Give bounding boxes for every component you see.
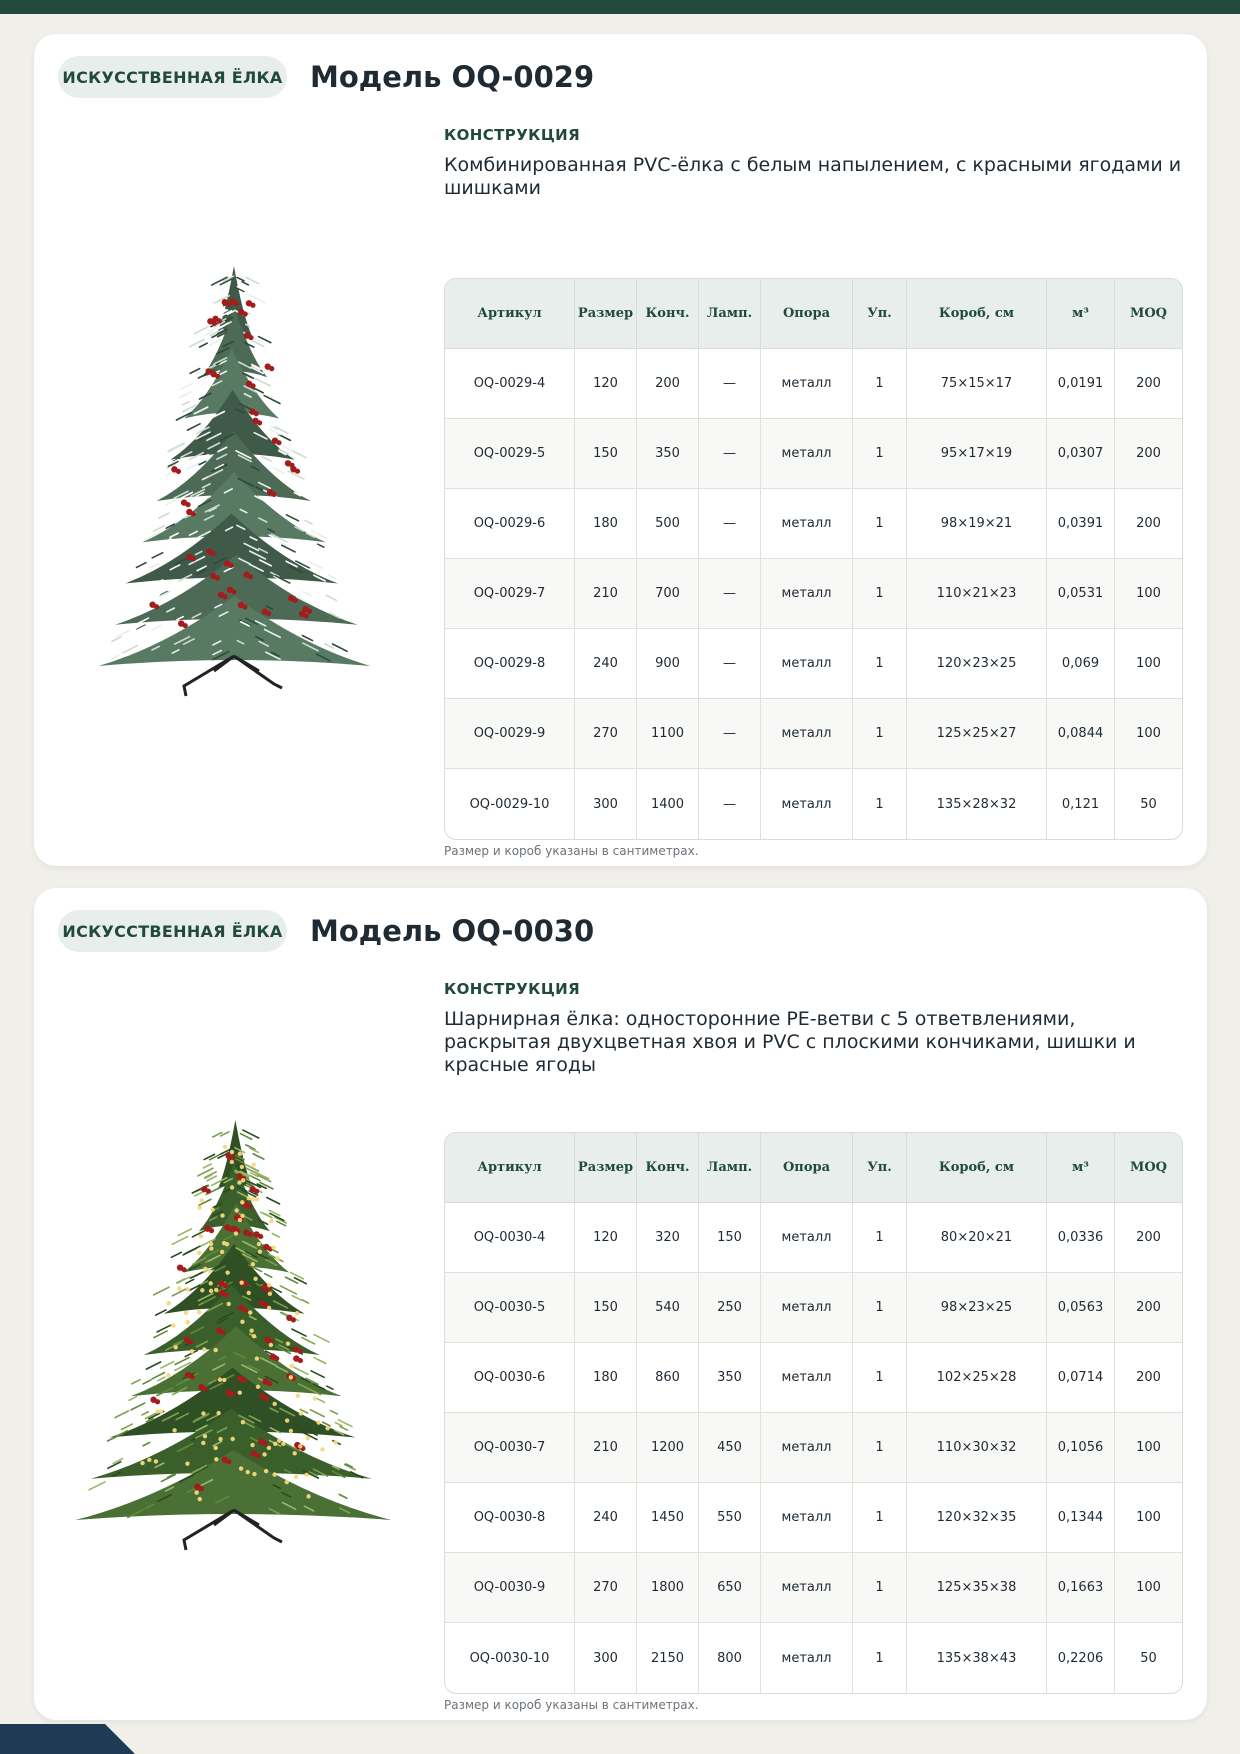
- product-card-oq-0030: [34, 888, 1207, 1720]
- table-cell: —: [699, 699, 761, 769]
- table-cell: OQ-0030-9: [445, 1553, 575, 1623]
- table-cell: 0,0391: [1047, 489, 1115, 559]
- table-cell: OQ-0029-9: [445, 699, 575, 769]
- tree-foliage: [99, 266, 371, 666]
- table-cell: 0,0307: [1047, 419, 1115, 489]
- table-cell: OQ-0030-4: [445, 1203, 575, 1273]
- model-title: Модель OQ-0030: [310, 914, 595, 948]
- col-header-tips: Конч.: [637, 279, 699, 349]
- table-footnote: Размер и короб указаны в сантиметрах.: [444, 844, 699, 858]
- table-cell: 0,1344: [1047, 1483, 1115, 1553]
- table-cell: 1: [853, 419, 907, 489]
- table-cell: металл: [761, 1623, 853, 1693]
- table-cell: 1: [853, 349, 907, 419]
- table-cell: металл: [761, 419, 853, 489]
- table-cell: 110×30×32: [907, 1413, 1047, 1483]
- table-cell: 0,069: [1047, 629, 1115, 699]
- table-cell: 1: [853, 629, 907, 699]
- table-cell: 1: [853, 1203, 907, 1273]
- table-cell: 300: [575, 1623, 637, 1693]
- table-row: [445, 1483, 1182, 1553]
- col-header-volume: м³: [1047, 1133, 1115, 1203]
- table-row: [445, 559, 1182, 629]
- table-cell: 0,0336: [1047, 1203, 1115, 1273]
- table-cell: 210: [575, 559, 637, 629]
- spec-table: [444, 278, 1183, 840]
- table-cell: 1450: [637, 1483, 699, 1553]
- table-cell: 50: [1140, 796, 1157, 812]
- tree-stand: [184, 656, 282, 696]
- table-row: [445, 1553, 1182, 1623]
- table-cell: 200: [1115, 1203, 1182, 1273]
- table-cell: металл: [761, 349, 853, 419]
- table-cell: металл: [761, 1413, 853, 1483]
- table-cell: 135×38×43: [907, 1623, 1047, 1693]
- table-cell: 550: [699, 1483, 761, 1553]
- table-body: [445, 1203, 1182, 1693]
- construction-description: Шарнирная ёлка: односторонние PE-ветви с 5 ответвлениями, раскрытая двухцветная хвоя и PVC с плоскими кончиками, шишки и красные ягоды: [444, 1008, 1136, 1076]
- table-cell: 110×21×23: [907, 559, 1047, 629]
- table-cell: 200: [1115, 1273, 1182, 1343]
- table-cell: металл: [761, 489, 853, 559]
- col-header-size: Размер: [575, 279, 637, 349]
- table-cell: 0,0191: [1047, 349, 1115, 419]
- table-cell: 540: [637, 1273, 699, 1343]
- table-cell: 100: [1115, 699, 1182, 769]
- table-cell: 150: [575, 419, 637, 489]
- table-row: [445, 419, 1182, 489]
- table-cell: 120×32×35: [907, 1483, 1047, 1553]
- table-cell: 100: [1115, 559, 1182, 629]
- table-cell: 1: [853, 559, 907, 629]
- table-cell: OQ-0030-6: [445, 1343, 575, 1413]
- table-cell: OQ-0029-7: [445, 559, 575, 629]
- table-cell: 2150: [637, 1623, 699, 1693]
- table-cell: 1: [853, 1553, 907, 1623]
- table-cell: 1: [853, 769, 907, 839]
- table-cell: металл: [761, 1203, 853, 1273]
- table-cell: 100: [1115, 629, 1182, 699]
- table-header-row: [445, 1133, 1182, 1203]
- table-cell: 240: [575, 629, 637, 699]
- table-cell: 350: [637, 419, 699, 489]
- table-cell: OQ-0030-10: [445, 1623, 575, 1693]
- col-header-box: Короб, см: [907, 279, 1047, 349]
- table-cell: 1200: [637, 1413, 699, 1483]
- table-cell: 800: [699, 1623, 761, 1693]
- table-cell: OQ-0029-10: [445, 769, 575, 839]
- table-cell: OQ-0030-5: [445, 1273, 575, 1343]
- col-header-tips: Конч.: [637, 1133, 699, 1203]
- col-header-pack: Уп.: [853, 1133, 907, 1203]
- table-row: [445, 1203, 1182, 1273]
- table-cell: 0,0714: [1047, 1343, 1115, 1413]
- table-cell: —: [699, 419, 761, 489]
- table-cell: 0,0563: [1047, 1273, 1115, 1343]
- table-cell: 200: [1115, 489, 1182, 559]
- table-cell: 0,0531: [1047, 559, 1115, 629]
- table-cell: 270: [575, 1553, 637, 1623]
- product-card-oq-0029: [34, 34, 1207, 866]
- table-row: [445, 769, 1182, 839]
- table-row: [445, 1413, 1182, 1483]
- table-cell: металл: [761, 1553, 853, 1623]
- table-cell: 180: [575, 1343, 637, 1413]
- green-pine-tree-with-lights-and-berries-icon: [74, 1110, 394, 1570]
- table-cell: 1100: [637, 699, 699, 769]
- table-cell: 200: [1115, 419, 1182, 489]
- table-cell: 50: [1140, 1650, 1157, 1666]
- table-cell: 100: [1115, 1553, 1182, 1623]
- table-cell: OQ-0029-5: [445, 419, 575, 489]
- table-cell: 80×20×21: [907, 1203, 1047, 1273]
- col-header-size: Размер: [575, 1133, 637, 1203]
- table-row: [445, 1273, 1182, 1343]
- table-cell: 100: [1115, 1413, 1182, 1483]
- table-cell: 135×28×32: [907, 769, 1047, 839]
- table-cell: OQ-0029-6: [445, 489, 575, 559]
- col-header-volume: м³: [1047, 279, 1115, 349]
- table-cell: 650: [699, 1553, 761, 1623]
- table-cell: 125×35×38: [907, 1553, 1047, 1623]
- table-row: [445, 349, 1182, 419]
- table-cell: 1: [853, 489, 907, 559]
- table-header-row: [445, 279, 1182, 349]
- col-header-stand: Опора: [761, 1133, 853, 1203]
- table-cell: 250: [699, 1273, 761, 1343]
- col-header-lamps: Ламп.: [699, 279, 761, 349]
- table-cell: —: [699, 349, 761, 419]
- construction-description: Комбинированная PVC-ёлка с белым напылением, с красными ягодами и шишками: [444, 154, 1182, 199]
- table-cell: 1800: [637, 1553, 699, 1623]
- table-cell: 300: [575, 769, 637, 839]
- table-cell: 120: [575, 1203, 637, 1273]
- table-cell: металл: [761, 769, 853, 839]
- top-accent-bar: [0, 0, 1240, 14]
- table-cell: металл: [761, 629, 853, 699]
- table-cell: 200: [1115, 349, 1182, 419]
- col-header-moq: MOQ: [1115, 1133, 1182, 1203]
- category-badge: ИСКУССТВЕННАЯ ЁЛКА: [58, 910, 287, 952]
- col-header-pack: Уп.: [853, 279, 907, 349]
- table-cell: 1: [853, 1483, 907, 1553]
- table-cell: 0,1663: [1047, 1553, 1115, 1623]
- table-cell: 500: [637, 489, 699, 559]
- table-cell: OQ-0030-8: [445, 1483, 575, 1553]
- table-row: [445, 489, 1182, 559]
- tree-foliage: [75, 1120, 391, 1520]
- table-cell: 75×15×17: [907, 349, 1047, 419]
- table-cell: —: [699, 629, 761, 699]
- table-cell: —: [699, 769, 761, 839]
- table-cell: металл: [761, 1483, 853, 1553]
- table-cell: металл: [761, 699, 853, 769]
- table-cell: металл: [761, 1343, 853, 1413]
- table-cell: 860: [637, 1343, 699, 1413]
- table-cell: 125×25×27: [907, 699, 1047, 769]
- table-cell: 102×25×28: [907, 1343, 1047, 1413]
- construction-label: КОНСТРУКЦИЯ: [444, 980, 581, 998]
- table-cell: 0,1056: [1047, 1413, 1115, 1483]
- table-cell: OQ-0029-8: [445, 629, 575, 699]
- col-header-lamps: Ламп.: [699, 1133, 761, 1203]
- col-header-box: Короб, см: [907, 1133, 1047, 1203]
- construction-label: КОНСТРУКЦИЯ: [444, 126, 581, 144]
- spec-table: [444, 1132, 1183, 1694]
- table-cell: 200: [1115, 1343, 1182, 1413]
- table-cell: 200: [637, 349, 699, 419]
- table-cell: металл: [761, 1273, 853, 1343]
- table-cell: 320: [637, 1203, 699, 1273]
- col-header-article: Артикул: [445, 1133, 575, 1203]
- table-cell: 350: [699, 1343, 761, 1413]
- table-cell: 450: [699, 1413, 761, 1483]
- col-header-stand: Опора: [761, 279, 853, 349]
- table-cell: —: [699, 489, 761, 559]
- table-cell: 98×23×25: [907, 1273, 1047, 1343]
- frosted-pine-tree-with-red-berries-icon: [74, 256, 394, 716]
- col-header-moq: MOQ: [1115, 279, 1182, 349]
- table-cell: 100: [1115, 1483, 1182, 1553]
- table-cell: 1400: [637, 769, 699, 839]
- table-cell: 120: [575, 349, 637, 419]
- col-header-article: Артикул: [445, 279, 575, 349]
- tree-stand: [184, 1510, 282, 1550]
- table-cell: 210: [575, 1413, 637, 1483]
- corner-decoration: [0, 1724, 135, 1754]
- table-cell: 150: [699, 1203, 761, 1273]
- table-row: [445, 1343, 1182, 1413]
- table-cell: OQ-0030-7: [445, 1413, 575, 1483]
- model-title: Модель OQ-0029: [310, 60, 595, 94]
- table-cell: 150: [575, 1273, 637, 1343]
- table-cell: 900: [637, 629, 699, 699]
- table-body: [445, 349, 1182, 839]
- table-cell: OQ-0029-4: [445, 349, 575, 419]
- table-cell: 1: [853, 699, 907, 769]
- table-cell: 1: [853, 1413, 907, 1483]
- table-cell: металл: [761, 559, 853, 629]
- table-cell: 1: [853, 1273, 907, 1343]
- table-cell: 98×19×21: [907, 489, 1047, 559]
- table-footnote: Размер и короб указаны в сантиметрах.: [444, 1698, 699, 1712]
- table-cell: 700: [637, 559, 699, 629]
- table-cell: 0,121: [1047, 769, 1115, 839]
- table-cell: 240: [575, 1483, 637, 1553]
- table-row: [445, 699, 1182, 769]
- table-cell: 180: [575, 489, 637, 559]
- table-cell: 95×17×19: [907, 419, 1047, 489]
- table-row: [445, 1623, 1182, 1693]
- table-cell: 0,2206: [1047, 1623, 1115, 1693]
- table-cell: —: [699, 559, 761, 629]
- table-cell: 120×23×25: [907, 629, 1047, 699]
- table-row: [445, 629, 1182, 699]
- table-cell: 1: [853, 1343, 907, 1413]
- table-cell: 270: [575, 699, 637, 769]
- category-badge: ИСКУССТВЕННАЯ ЁЛКА: [58, 56, 287, 98]
- table-cell: 1: [853, 1623, 907, 1693]
- table-cell: 0,0844: [1047, 699, 1115, 769]
